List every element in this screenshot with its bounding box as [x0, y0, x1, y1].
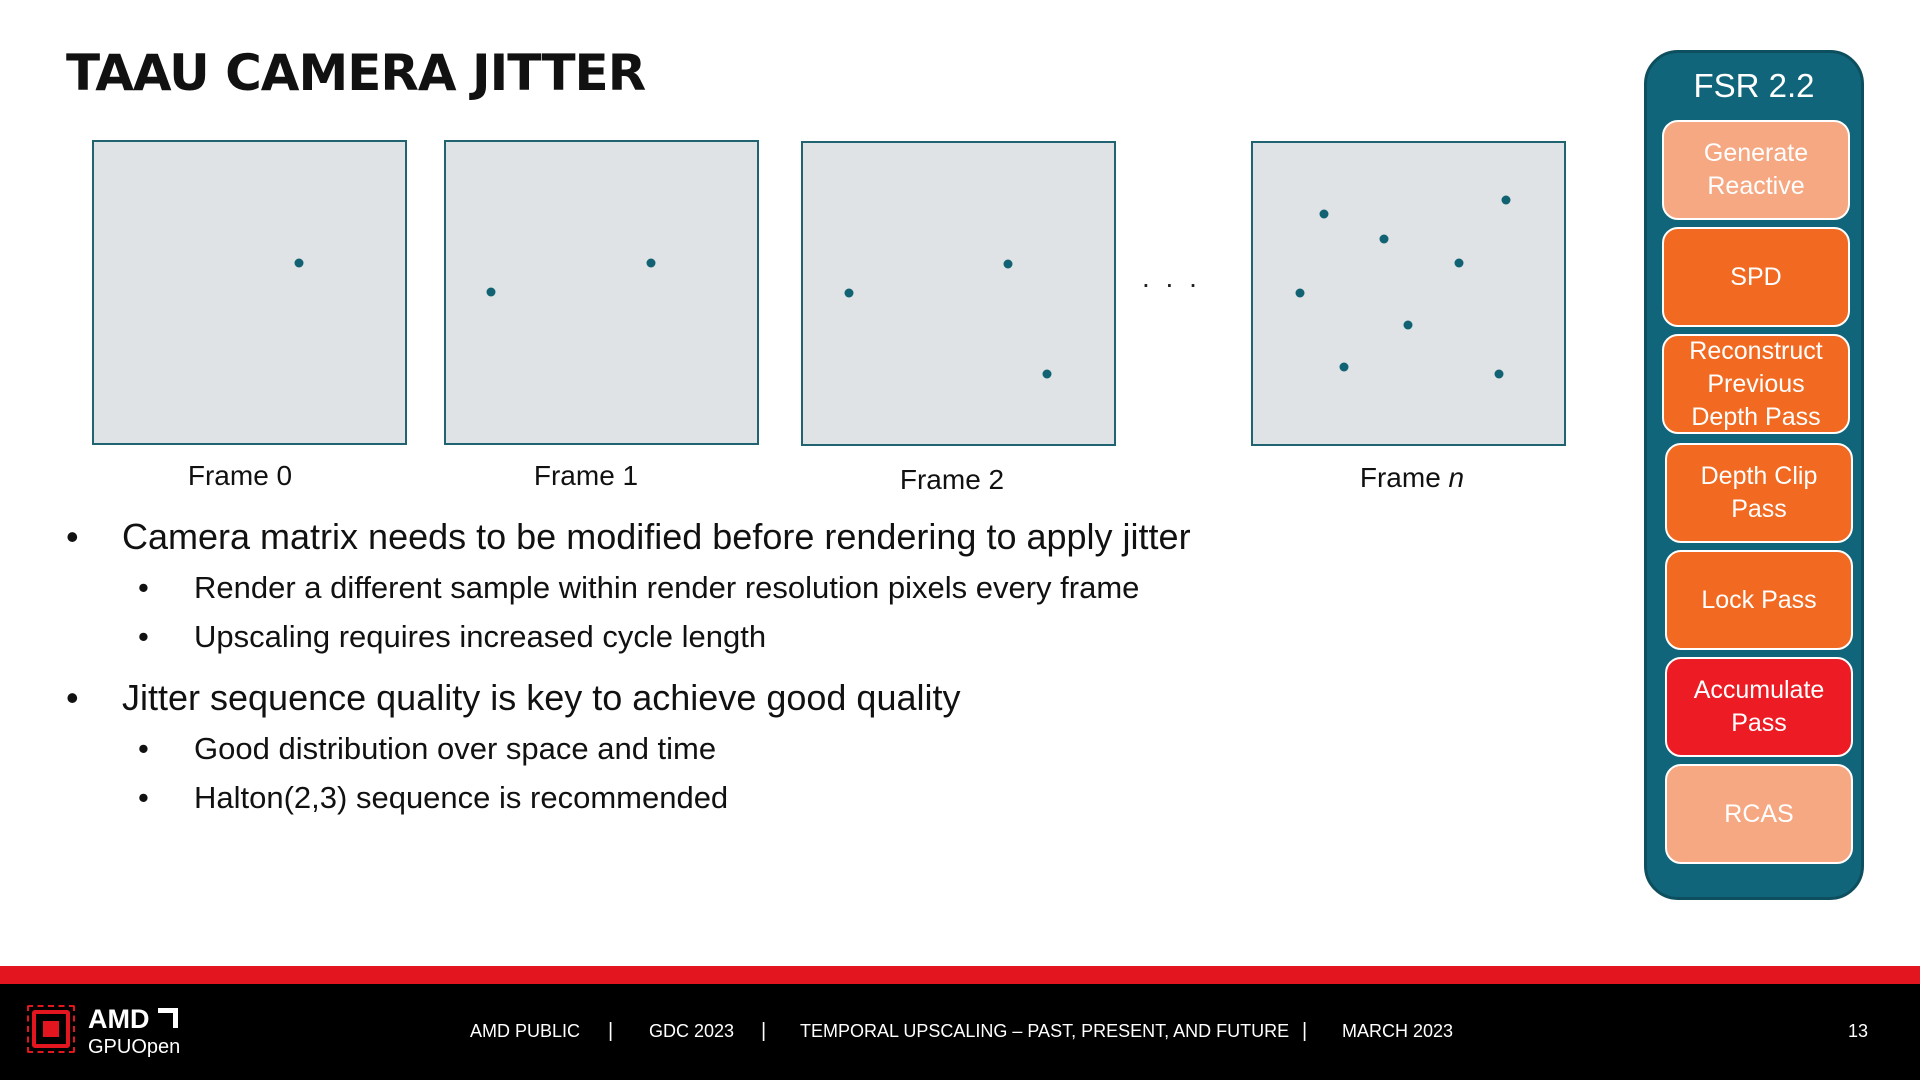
- bullet-glyph: •: [138, 570, 149, 605]
- bullet-text: Camera matrix needs to be modified before rendering to apply jitter: [122, 516, 1191, 557]
- page-number: 13: [1848, 1021, 1869, 1041]
- sub-bullet-text: Render a different sample within render resolution pixels every frame: [194, 570, 1140, 605]
- jitter-sample-dot: [1320, 210, 1329, 219]
- frame-1-label: Frame 1: [533, 460, 639, 491]
- stage-accumulate-pass: Accumulate Pass: [1665, 657, 1853, 757]
- sub-bullet-text: Upscaling requires increased cycle length: [194, 619, 767, 654]
- jitter-sample-dot: [487, 288, 496, 297]
- footer-separator: |: [761, 1020, 767, 1042]
- logo-brand: AMD: [88, 1004, 150, 1034]
- frame-0-panel: [92, 140, 407, 445]
- bullet-glyph: •: [66, 677, 79, 718]
- footer-accent-bar: [0, 966, 1920, 984]
- frame-2-label: Frame 2: [899, 464, 1005, 495]
- jitter-sample-dot: [1296, 289, 1305, 298]
- bullet-glyph: •: [138, 780, 149, 815]
- footer-separator: |: [608, 1020, 614, 1042]
- pipeline-title: FSR 2.2: [1693, 67, 1815, 104]
- jitter-sample-dot: [1380, 235, 1389, 244]
- frame-0-label: Frame 0: [187, 460, 293, 491]
- footer-talk-title: TEMPORAL UPSCALING – PAST, PRESENT, AND FUTURE: [800, 1021, 1290, 1041]
- bullet-glyph: •: [66, 516, 79, 557]
- fsr-pipeline-panel: [1644, 50, 1864, 900]
- chip-icon: [32, 1010, 70, 1048]
- slide-title: TAAU CAMERA JITTER: [66, 44, 646, 102]
- jitter-sample-dot: [1455, 259, 1464, 268]
- frame-n-label-italic: n: [1448, 462, 1465, 493]
- sub-bullet-text: Good distribution over space and time: [194, 731, 717, 766]
- footer-classification: AMD PUBLIC: [470, 1021, 581, 1041]
- footer-event: GDC 2023: [649, 1021, 735, 1041]
- bullet-glyph: •: [138, 731, 149, 766]
- bullet-glyph: •: [138, 619, 149, 654]
- stage-depth-clip: Depth Clip Pass: [1665, 443, 1853, 543]
- jitter-sample-dot: [1502, 196, 1511, 205]
- jitter-sample-dot: [647, 259, 656, 268]
- frame-n-label: [1360, 462, 1464, 494]
- stage-rcas: RCAS: [1665, 764, 1853, 864]
- footer-date: MARCH 2023: [1342, 1021, 1454, 1041]
- jitter-sample-dot: [1495, 370, 1504, 379]
- jitter-sample-dot: [1340, 363, 1349, 372]
- frame-1-panel: [444, 140, 759, 445]
- stage-lock-pass: Lock Pass: [1665, 550, 1853, 650]
- stage-generate-reactive: Generate Reactive: [1662, 120, 1850, 220]
- frame-2-panel: [801, 141, 1116, 446]
- stage-reconstruct-previous-depth: Reconstruct Previous Depth Pass: [1662, 334, 1850, 434]
- bullet-text: Jitter sequence quality is key to achieve good quality: [122, 677, 961, 718]
- stage-spd: SPD: [1662, 227, 1850, 327]
- jitter-sample-dot: [295, 259, 304, 268]
- frame-n-panel: [1251, 141, 1566, 446]
- logo-sub-brand: GPUOpen: [88, 1036, 181, 1058]
- amd-arrow-icon: [158, 1008, 178, 1028]
- jitter-sample-dot: [1043, 370, 1052, 379]
- amd-gpuopen-logo: [28, 1006, 188, 1062]
- ellipsis: . . .: [1142, 262, 1201, 293]
- footer-separator: |: [1302, 1020, 1308, 1042]
- jitter-sample-dot: [1004, 260, 1013, 269]
- frame-n-label-prefix: Frame: [1359, 462, 1449, 493]
- jitter-sample-dot: [1404, 321, 1413, 330]
- jitter-sample-dot: [845, 289, 854, 298]
- sub-bullet-text: Halton(2,3) sequence is recommended: [194, 780, 729, 815]
